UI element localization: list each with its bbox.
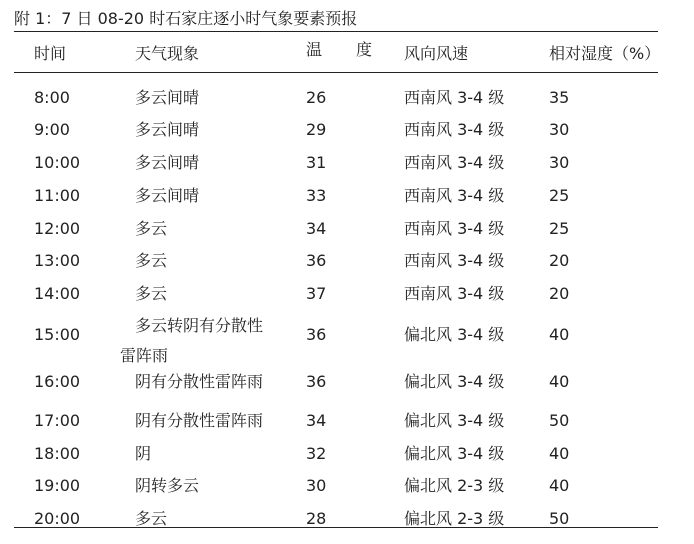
top-rule: [14, 31, 658, 32]
cell-temp: 36: [306, 372, 327, 391]
cell-weather: 阴有分散性雷阵雨: [135, 411, 264, 430]
cell-weather: 阴转多云: [135, 476, 200, 495]
cell-time: 12:00: [34, 219, 81, 238]
header-wind: 风向风速: [404, 44, 469, 63]
cell-wind: 偏北风 2-3 级: [404, 476, 505, 495]
cell-temp: 33: [306, 186, 327, 205]
header-temp-1: 温: [306, 40, 323, 59]
cell-humidity: 30: [549, 153, 570, 172]
cell-temp: 29: [306, 120, 327, 139]
cell-humidity: 50: [549, 509, 570, 528]
cell-wind: 西南风 3-4 级: [404, 284, 505, 303]
cell-humidity: 20: [549, 284, 570, 303]
cell-humidity: 40: [549, 476, 570, 495]
cell-temp: 32: [306, 444, 327, 463]
header-rule: [14, 72, 658, 73]
table-header: [0, 40, 694, 70]
cell-weather: 多云转阴有分散性: [135, 316, 264, 335]
cell-weather: 多云间晴: [135, 186, 200, 205]
cell-weather: 阴: [135, 444, 152, 463]
cell-humidity: 40: [549, 444, 570, 463]
cell-temp: 26: [306, 88, 327, 107]
cell-time: 8:00: [34, 88, 70, 107]
cell-wind: 西南风 3-4 级: [404, 186, 505, 205]
cell-time: 14:00: [34, 284, 81, 303]
cell-time: 18:00: [34, 444, 81, 463]
cell-time: 13:00: [34, 251, 81, 270]
table-caption: 附 1：7 日 08-20 时石家庄逐小时气象要素预报: [14, 9, 358, 28]
header-time: 时间: [34, 44, 67, 63]
cell-humidity: 30: [549, 120, 570, 139]
cell-temp: 36: [306, 251, 327, 270]
cell-time: 15:00: [34, 325, 81, 344]
cell-temp: 28: [306, 509, 327, 528]
cell-time: 11:00: [34, 186, 81, 205]
cell-wind: 西南风 3-4 级: [404, 219, 505, 238]
cell-time: 9:00: [34, 120, 70, 139]
cell-wind: 偏北风 3-4 级: [404, 411, 505, 430]
cell-weather: 多云间晴: [135, 88, 200, 107]
cell-time: 20:00: [34, 509, 81, 528]
cell-humidity: 40: [549, 372, 570, 391]
cell-wind: 偏北风 3-4 级: [404, 444, 505, 463]
cell-humidity: 40: [549, 325, 570, 344]
cell-humidity: 35: [549, 88, 570, 107]
cell-time: 19:00: [34, 476, 81, 495]
header-humidity: 相对湿度（%）: [549, 44, 661, 63]
cell-wind: 偏北风 2-3 级: [404, 509, 505, 528]
cell-wind: 西南风 3-4 级: [404, 120, 505, 139]
cell-wind: 西南风 3-4 级: [404, 153, 505, 172]
cell-wind: 西南风 3-4 级: [404, 251, 505, 270]
cell-weather: 多云间晴: [135, 153, 200, 172]
cell-weather: 多云间晴: [135, 120, 200, 139]
cell-weather-continued: 雷阵雨: [120, 346, 169, 365]
header-temp-2: 度: [356, 40, 373, 59]
cell-temp: 34: [306, 411, 327, 430]
cell-temp: 31: [306, 153, 327, 172]
cell-weather: 多云: [135, 251, 168, 270]
cell-weather: 多云: [135, 284, 168, 303]
cell-weather: 多云: [135, 219, 168, 238]
cell-weather: 多云: [135, 509, 168, 528]
header-weather: 天气现象: [135, 44, 200, 63]
cell-time: 16:00: [34, 372, 81, 391]
cell-humidity: 50: [549, 411, 570, 430]
cell-temp: 34: [306, 219, 327, 238]
cell-temp: 36: [306, 325, 327, 344]
cell-temp: 30: [306, 476, 327, 495]
cell-wind: 偏北风 3-4 级: [404, 325, 505, 344]
cell-humidity: 20: [549, 251, 570, 270]
cell-humidity: 25: [549, 186, 570, 205]
cell-wind: 西南风 3-4 级: [404, 88, 505, 107]
cell-time: 10:00: [34, 153, 81, 172]
cell-wind: 偏北风 3-4 级: [404, 372, 505, 391]
cell-temp: 37: [306, 284, 327, 303]
cell-time: 17:00: [34, 411, 81, 430]
weather-overflow-clip: [110, 340, 310, 365]
cell-humidity: 25: [549, 219, 570, 238]
cell-weather: 阴有分散性雷阵雨: [135, 372, 264, 391]
bottom-rule: [14, 527, 658, 528]
